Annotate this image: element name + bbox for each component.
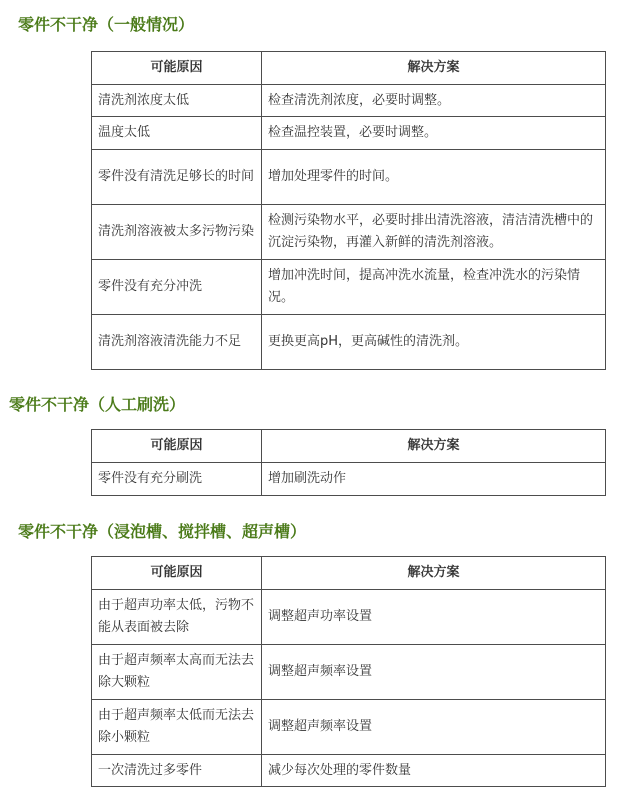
header-solution: 解决方案 <box>262 557 606 590</box>
header-solution: 解决方案 <box>262 52 606 85</box>
table-row <box>92 205 606 260</box>
table-row <box>92 260 606 315</box>
solution-cell: 检查清洗剂浓度，必要时调整。 <box>262 85 606 117</box>
cause-cell: 清洗剂浓度太低 <box>92 85 262 117</box>
cause-cell: 清洗剂溶液清洗能力不足 <box>92 315 262 370</box>
header-cause: 可能原因 <box>92 52 262 85</box>
cause-cell: 由于超声功率太低，污物不能从表面被去除 <box>92 590 262 645</box>
table-tank-causes <box>91 556 606 787</box>
solution-cell: 增加冲洗时间，提高冲洗水流量，检查冲洗水的污染情况。 <box>262 260 606 315</box>
table-manual-brushing-causes <box>91 429 606 496</box>
cause-cell: 零件没有清洗足够长的时间 <box>92 150 262 205</box>
table-row <box>92 645 606 700</box>
table-row <box>92 117 606 150</box>
cause-cell: 零件没有充分刷洗 <box>92 463 262 496</box>
table-row <box>92 700 606 755</box>
table-row <box>92 755 606 787</box>
table-row <box>92 315 606 370</box>
solution-cell: 增加刷洗动作 <box>262 463 606 496</box>
table-row <box>92 85 606 117</box>
section-title-tanks: 零件不干净（浸泡槽、搅拌槽、超声槽） <box>18 522 307 541</box>
solution-cell: 调整超声频率设置 <box>262 700 606 755</box>
header-solution: 解决方案 <box>262 430 606 463</box>
solution-cell: 检测污染物水平，必要时排出清洗溶液，清洁清洗槽中的沉淀污染物，再灌入新鲜的清洗剂溶液。 <box>262 205 606 260</box>
cause-cell: 一次清洗过多零件 <box>92 755 262 787</box>
table-row <box>92 590 606 645</box>
table-row <box>92 463 606 496</box>
solution-cell: 调整超声频率设置 <box>262 645 606 700</box>
solution-cell: 调整超声功率设置 <box>262 590 606 645</box>
section-title-manual-brushing: 零件不干净（人工刷洗） <box>9 395 186 414</box>
solution-cell: 更换更高pH，更高碱性的清洗剂。 <box>262 315 606 370</box>
solution-cell: 减少每次处理的零件数量 <box>262 755 606 787</box>
table-header-row <box>92 430 606 463</box>
cause-cell: 由于超声频率太低而无法去除小颗粒 <box>92 700 262 755</box>
table-general-causes <box>91 51 606 370</box>
cause-cell: 温度太低 <box>92 117 262 150</box>
header-cause: 可能原因 <box>92 430 262 463</box>
cause-cell: 零件没有充分冲洗 <box>92 260 262 315</box>
solution-cell: 检查温控装置，必要时调整。 <box>262 117 606 150</box>
table-row <box>92 150 606 205</box>
header-cause: 可能原因 <box>92 557 262 590</box>
table-header-row <box>92 52 606 85</box>
cause-cell: 清洗剂溶液被太多污物污染 <box>92 205 262 260</box>
cause-cell: 由于超声频率太高而无法去除大颗粒 <box>92 645 262 700</box>
solution-cell: 增加处理零件的时间。 <box>262 150 606 205</box>
section-title-general: 零件不干净（一般情况） <box>18 15 195 34</box>
table-header-row <box>92 557 606 590</box>
